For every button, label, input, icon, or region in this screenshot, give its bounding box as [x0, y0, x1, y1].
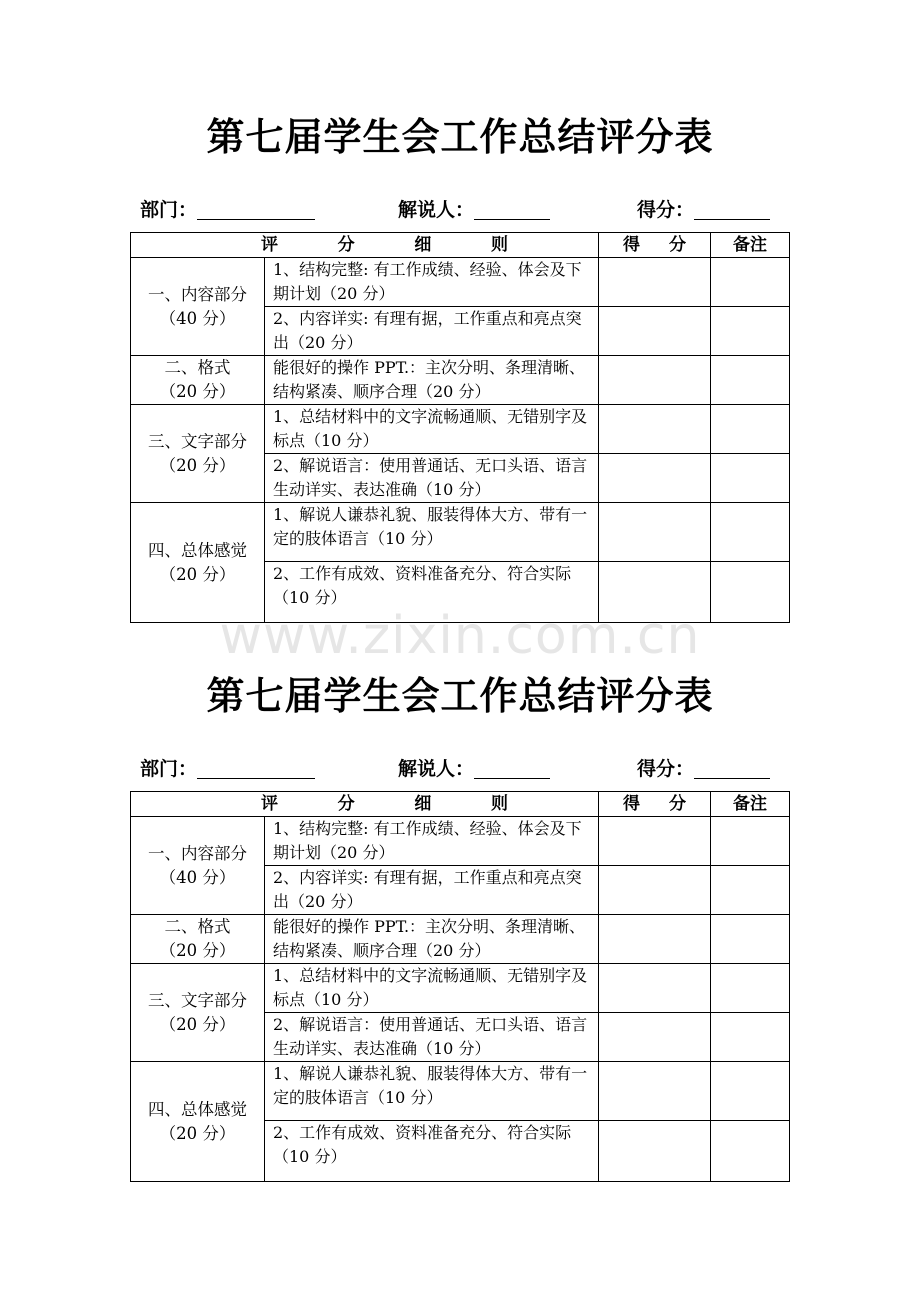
table-row	[131, 405, 790, 454]
score-cell[interactable]	[599, 405, 711, 454]
department-field	[140, 196, 315, 224]
criteria-cell: 1、结构完整: 有工作成绩、经验、体会及下期计划（20 分）	[265, 258, 599, 307]
remark-cell[interactable]	[711, 915, 790, 964]
department-field	[140, 755, 315, 783]
table-row	[131, 503, 790, 562]
remark-cell[interactable]	[711, 356, 790, 405]
narrator-blank[interactable]	[474, 199, 550, 220]
remark-cell[interactable]	[711, 503, 790, 562]
remark-cell[interactable]	[711, 258, 790, 307]
criteria-cell: 1、解说人谦恭礼貌、服装得体大方、带有一定的肢体语言（10 分）	[265, 1062, 599, 1121]
score-cell[interactable]	[599, 817, 711, 866]
category-cell: 二、格式 （20 分）	[131, 356, 265, 405]
remark-header: 备注	[711, 233, 790, 258]
criteria-cell: 2、解说语言：使用普通话、无口头语、语言生动详实、表达准确（10 分）	[265, 1013, 599, 1062]
score-cell[interactable]	[599, 915, 711, 964]
criteria-cell: 2、工作有成效、资料准备充分、符合实际（10 分）	[265, 562, 599, 623]
score-cell[interactable]	[599, 1013, 711, 1062]
remark-cell[interactable]	[711, 1013, 790, 1062]
category-cell: 四、总体感觉 （20 分）	[131, 503, 265, 623]
score-label: 得分：	[637, 199, 695, 221]
category-cell: 三、文字部分 （20 分）	[131, 405, 265, 503]
form-title: 第七届学生会工作总结评分表	[206, 674, 714, 718]
remark-cell[interactable]	[711, 307, 790, 356]
score-blank[interactable]	[694, 199, 770, 220]
score-cell[interactable]	[599, 503, 711, 562]
department-blank[interactable]	[197, 199, 315, 220]
department-label: 部门：	[140, 758, 198, 780]
criteria-cell: 2、内容详实: 有理有据，工作重点和亮点突出（20 分）	[265, 307, 599, 356]
watermark-text: www.zixin.com.cn	[219, 606, 701, 666]
criteria-cell: 2、工作有成效、资料准备充分、符合实际（10 分）	[265, 1121, 599, 1182]
score-field	[637, 755, 770, 783]
narrator-blank[interactable]	[474, 758, 550, 779]
department-blank[interactable]	[197, 758, 315, 779]
narrator-field	[398, 755, 550, 783]
narrator-label: 解说人：	[398, 199, 475, 221]
score-cell[interactable]	[599, 964, 711, 1013]
remark-cell[interactable]	[711, 817, 790, 866]
criteria-cell: 1、总结材料中的文字流畅通顺、无错别字及标点（10 分）	[265, 964, 599, 1013]
form-title: 第七届学生会工作总结评分表	[206, 115, 714, 159]
remark-cell[interactable]	[711, 405, 790, 454]
criteria-header: 评 分 细 则	[131, 233, 599, 258]
category-cell: 二、格式 （20 分）	[131, 915, 265, 964]
narrator-label: 解说人：	[398, 758, 475, 780]
narrator-field	[398, 196, 550, 224]
table-row	[131, 356, 790, 405]
score-cell[interactable]	[599, 1121, 711, 1182]
criteria-cell: 能很好的操作 PPT.：主次分明、条理清晰、结构紧凑、顺序合理（20 分）	[265, 915, 599, 964]
score-header: 得 分	[599, 233, 711, 258]
score-cell[interactable]	[599, 307, 711, 356]
category-cell: 一、内容部分 （40 分）	[131, 258, 265, 356]
criteria-cell: 1、解说人谦恭礼貌、服装得体大方、带有一定的肢体语言（10 分）	[265, 503, 599, 562]
table-row	[131, 915, 790, 964]
table-row	[131, 1062, 790, 1121]
table-row	[131, 964, 790, 1013]
criteria-header: 评 分 细 则	[131, 792, 599, 817]
score-header: 得 分	[599, 792, 711, 817]
criteria-cell: 1、结构完整: 有工作成绩、经验、体会及下期计划（20 分）	[265, 817, 599, 866]
score-field	[637, 196, 770, 224]
criteria-cell: 2、内容详实: 有理有据，工作重点和亮点突出（20 分）	[265, 866, 599, 915]
department-label: 部门：	[140, 199, 198, 221]
table-row	[131, 817, 790, 866]
remark-header: 备注	[711, 792, 790, 817]
score-cell[interactable]	[599, 866, 711, 915]
score-cell[interactable]	[599, 454, 711, 503]
scoring-table	[130, 232, 790, 623]
remark-cell[interactable]	[711, 964, 790, 1013]
scoring-table	[130, 791, 790, 1182]
score-blank[interactable]	[694, 758, 770, 779]
category-cell: 三、文字部分 （20 分）	[131, 964, 265, 1062]
category-cell: 四、总体感觉 （20 分）	[131, 1062, 265, 1182]
table-row	[131, 258, 790, 307]
remark-cell[interactable]	[711, 454, 790, 503]
table-header-row	[131, 233, 790, 258]
score-cell[interactable]	[599, 258, 711, 307]
remark-cell[interactable]	[711, 1121, 790, 1182]
criteria-cell: 2、解说语言：使用普通话、无口头语、语言生动详实、表达准确（10 分）	[265, 454, 599, 503]
remark-cell[interactable]	[711, 1062, 790, 1121]
category-cell: 一、内容部分 （40 分）	[131, 817, 265, 915]
criteria-cell: 能很好的操作 PPT.：主次分明、条理清晰、结构紧凑、顺序合理（20 分）	[265, 356, 599, 405]
score-cell[interactable]	[599, 356, 711, 405]
score-label: 得分：	[637, 758, 695, 780]
criteria-cell: 1、总结材料中的文字流畅通顺、无错别字及标点（10 分）	[265, 405, 599, 454]
table-header-row	[131, 792, 790, 817]
score-cell[interactable]	[599, 1062, 711, 1121]
remark-cell[interactable]	[711, 866, 790, 915]
